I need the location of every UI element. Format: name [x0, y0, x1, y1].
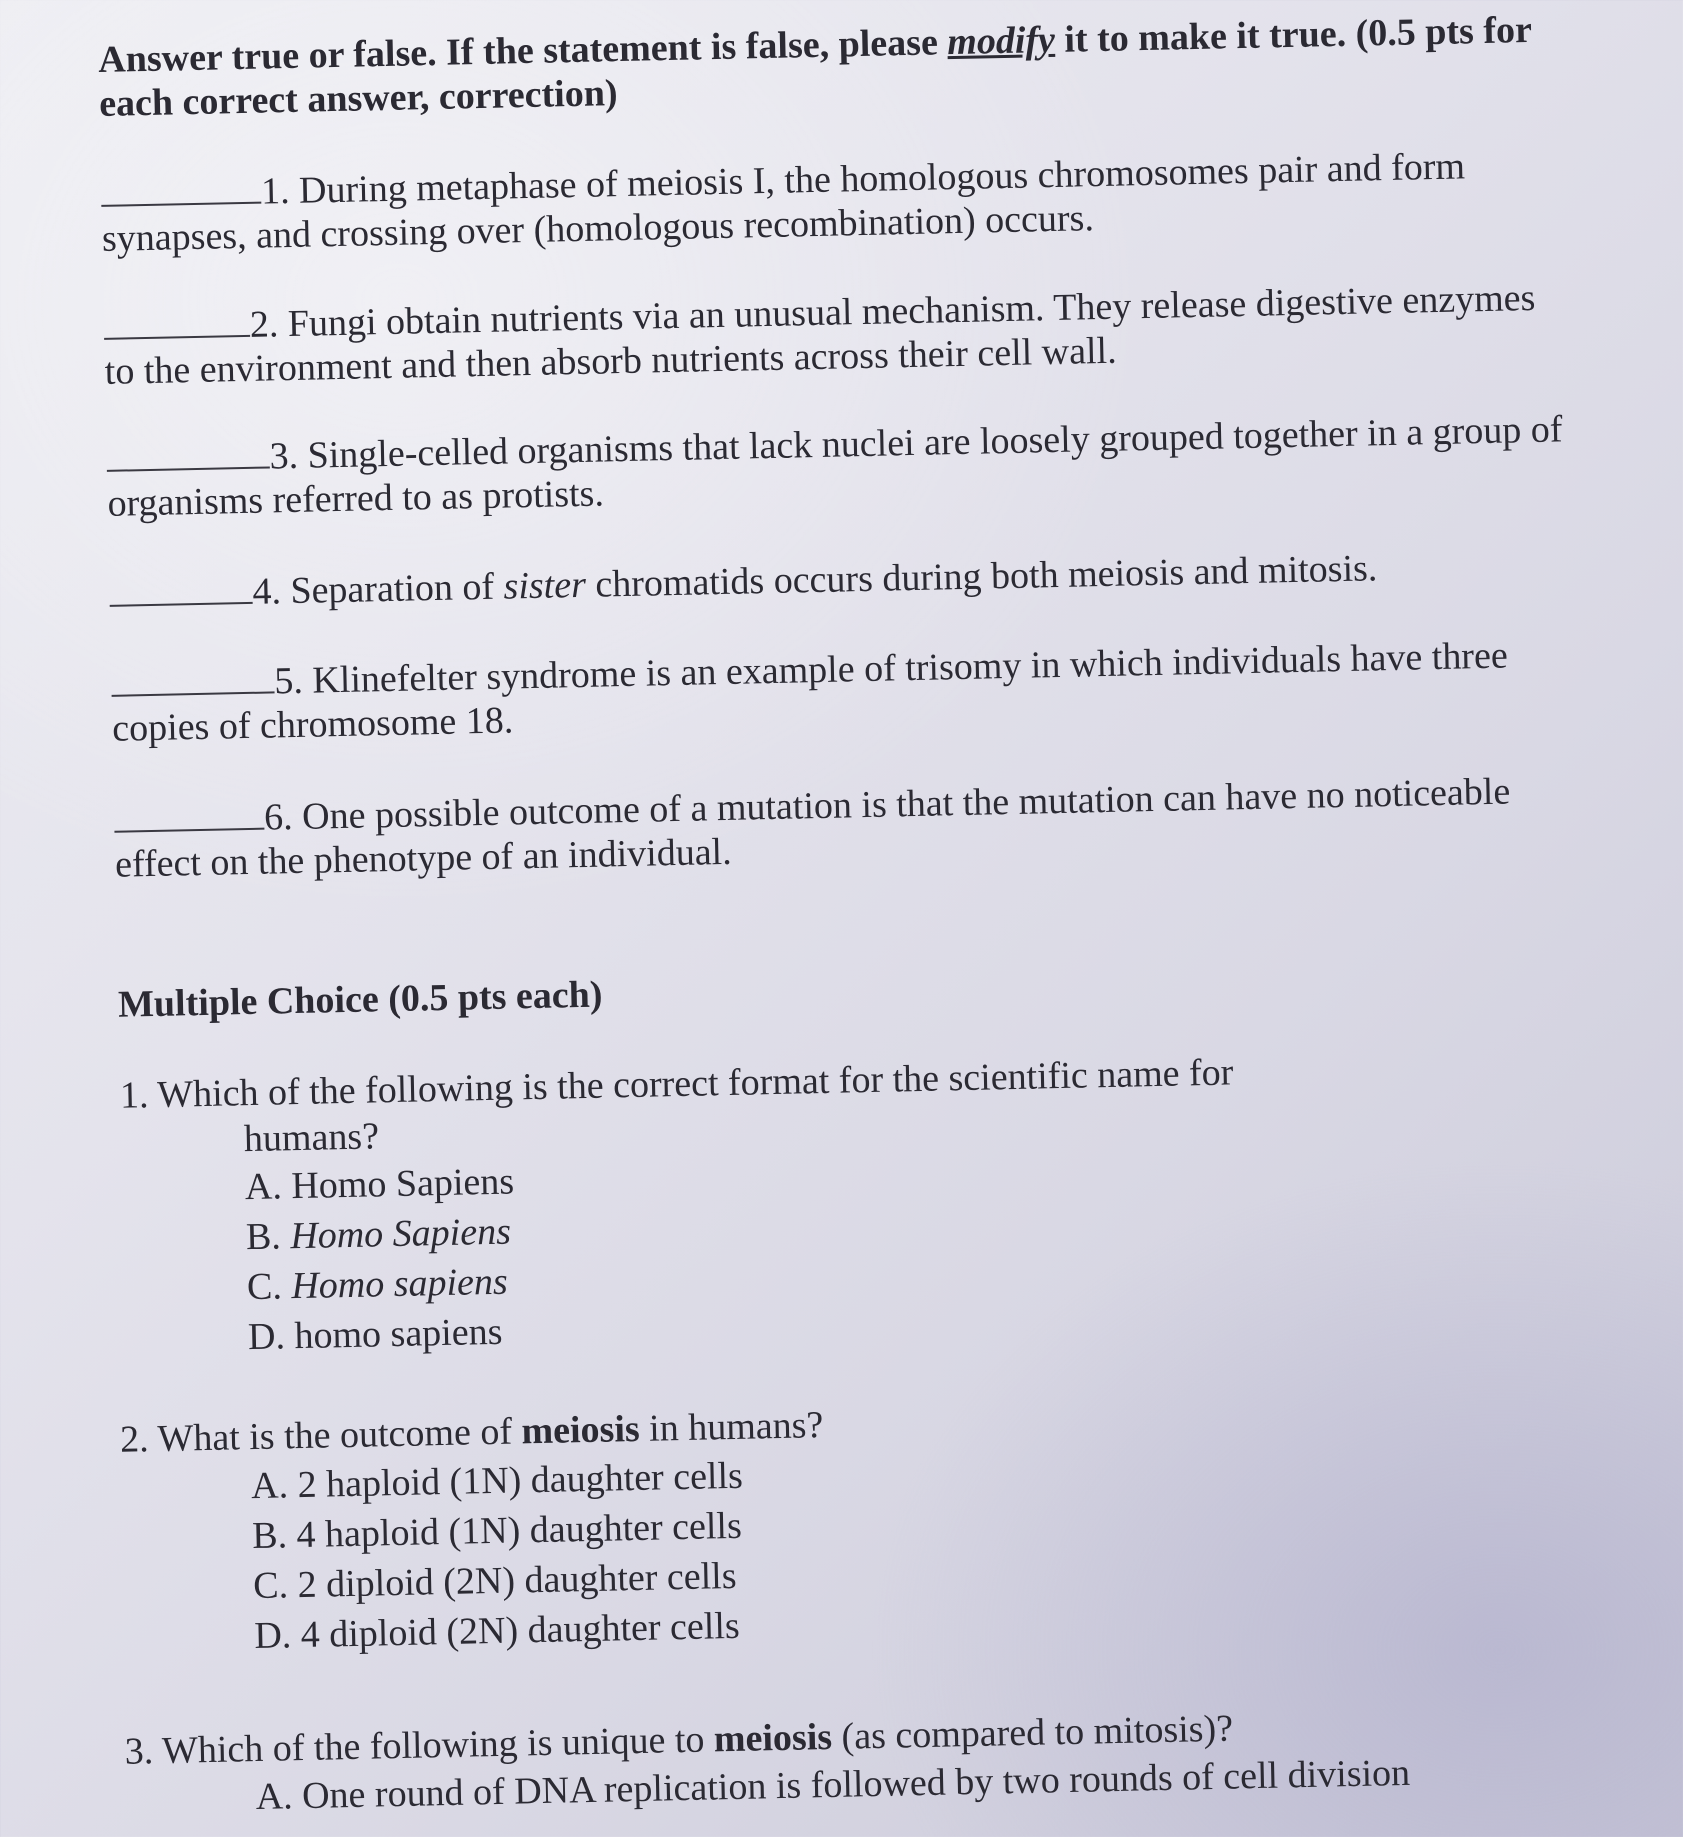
- option-text: Homo sapiens: [290, 1260, 509, 1308]
- tf-item-6-line2: effect on the phenotype of an individual.: [114, 830, 733, 886]
- mc-question-2: [120, 1403, 824, 1462]
- tf-item-6: [114, 770, 1511, 843]
- answer-blank-2[interactable]: [103, 305, 250, 340]
- tf-item-5: [111, 634, 1508, 707]
- option-text: homo sapiens: [294, 1310, 503, 1358]
- tf-item-5-line2: copies of chromosome 18.: [111, 699, 514, 750]
- tf-instructions-pre: Answer true or false. If the statement is false, please: [97, 21, 948, 81]
- mc-q1-option-c[interactable]: [247, 1260, 509, 1309]
- tf-item-2-text: 2. Fungi obtain nutrients via an unusual mechanism. They release digestive enzymes: [249, 276, 1536, 346]
- tf-instructions-emph: modify: [946, 18, 1056, 64]
- tf-instructions: [98, 8, 1532, 82]
- tf-item-4-emph: sister: [503, 563, 587, 608]
- tf-instructions-line2: each correct answer, correction): [98, 72, 618, 125]
- mc-q2-option-d[interactable]: D. 4 diploid (2N) daughter cells: [253, 1604, 741, 1658]
- tf-instructions-post: it to make it true. (0.5 pts for: [1054, 8, 1533, 61]
- mc-q2-option-c[interactable]: C. 2 diploid (2N) daughter cells: [252, 1554, 737, 1608]
- tf-item-1-text: 1. During metaphase of meiosis I, the homologous chromosomes pair and form: [260, 145, 1466, 213]
- mc-q3-option-a[interactable]: A. One round of DNA replication is followed by two rounds of cell division: [255, 1751, 1411, 1819]
- mc-question-3-bold: meiosis: [713, 1715, 833, 1761]
- tf-item-5-text: 5. Klinefelter syndrome is an example of trisomy in which individuals have three: [273, 634, 1509, 703]
- tf-item-2-line2: to the environment and then absorb nutrients across their cell wall.: [104, 329, 1118, 393]
- option-text: Homo Sapiens: [290, 1160, 515, 1208]
- answer-blank-1[interactable]: [101, 172, 262, 207]
- tf-item-3-text: 3. Single-celled organisms that lack nuclei are loosely grouped together in a group of: [269, 408, 1563, 478]
- option-letter: A.: [244, 1165, 292, 1209]
- mc-question-2-bold: meiosis: [521, 1407, 641, 1453]
- tf-item-6-text: 6. One possible outcome of a mutation is that the mutation can have no noticeable: [263, 770, 1511, 839]
- tf-item-3: [106, 407, 1563, 481]
- answer-blank-4[interactable]: [109, 572, 253, 607]
- mc-question-2-post: in humans?: [639, 1404, 824, 1450]
- tf-item-4-post: chromatids occurs during both meiosis and mitosis.: [585, 547, 1378, 606]
- mc-q1-option-d[interactable]: [248, 1310, 503, 1359]
- mc-heading: Multiple Choice (0.5 pts each): [117, 973, 603, 1026]
- option-text: Homo Sapiens: [289, 1210, 512, 1258]
- mc-question-1: 1. Which of the following is the correct format for the scientific name for: [119, 1051, 1234, 1117]
- answer-blank-6[interactable]: [114, 798, 265, 833]
- mc-q2-option-b[interactable]: B. 4 haploid (1N) daughter cells: [251, 1504, 743, 1558]
- mc-q2-option-a[interactable]: A. 2 haploid (1N) daughter cells: [250, 1454, 744, 1508]
- mc-q1-option-b[interactable]: [246, 1210, 512, 1260]
- mc-question-1-line2: humans?: [243, 1115, 380, 1161]
- mc-question-3-post: (as compared to mitosis)?: [831, 1707, 1234, 1758]
- tf-item-1-line2: synapses, and crossing over (homologous recombination) occurs.: [101, 197, 1095, 260]
- tf-item-3-line2: organisms referred to as protists.: [107, 472, 605, 525]
- option-letter: C.: [246, 1265, 292, 1309]
- option-letter: D.: [247, 1315, 295, 1359]
- tf-item-4: [109, 546, 1378, 617]
- option-letter: B.: [245, 1215, 291, 1259]
- tf-item-4-pre: 4. Separation of: [252, 565, 504, 613]
- answer-blank-5[interactable]: [111, 661, 275, 696]
- answer-blank-3[interactable]: [106, 436, 270, 471]
- mc-q1-option-a[interactable]: [244, 1159, 514, 1209]
- mc-question-3-pre: 3. Which of the following is unique to: [124, 1718, 715, 1773]
- mc-question-2-pre: 2. What is the outcome of: [119, 1410, 522, 1461]
